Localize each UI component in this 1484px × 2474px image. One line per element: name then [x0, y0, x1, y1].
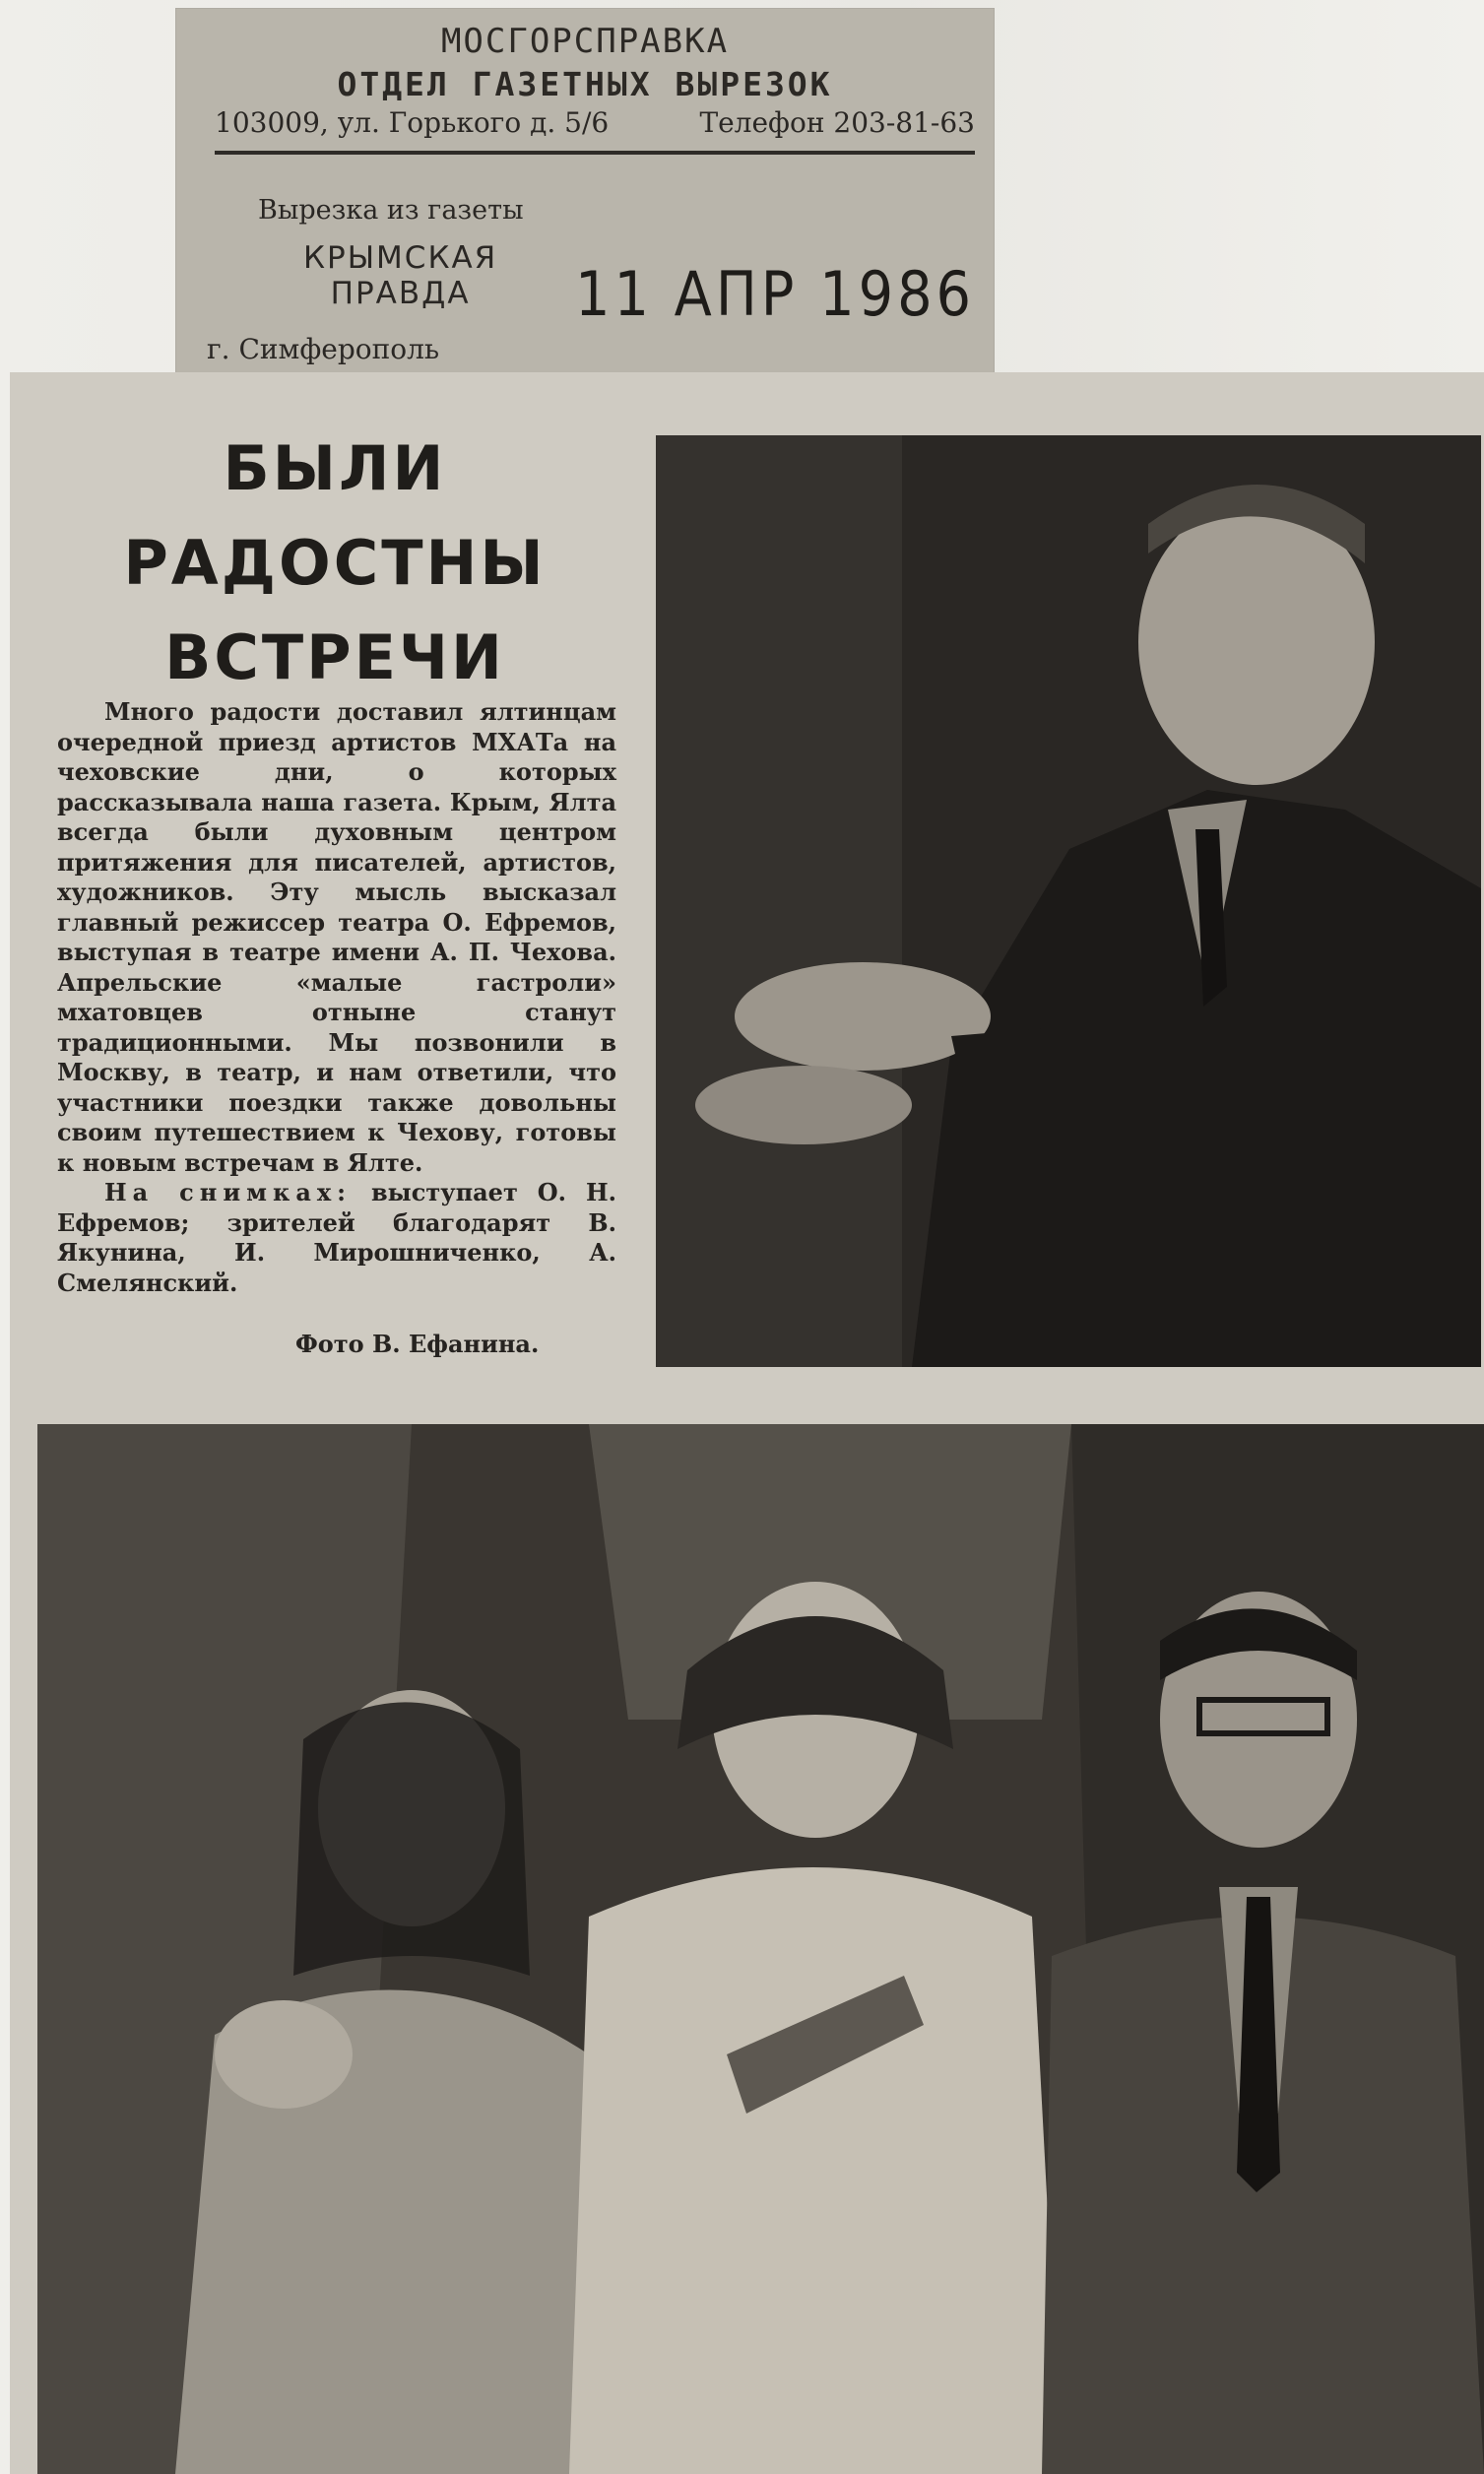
caption-text: выступает О. Н. Ефремов; зрителей благодарят В. Якунина, И. Мирошниченко, А. Смелянский.: [57, 1178, 616, 1297]
caption-label: На снимках:: [104, 1178, 353, 1206]
photo-actors-bowing: [37, 1424, 1484, 2474]
archive-stamp-card: [175, 8, 995, 382]
photo-speaker: [656, 435, 1481, 1367]
stamp-department: ОТДЕЛ ГАЗЕТНЫХ ВЫРЕЗОК: [337, 65, 833, 103]
article-paragraph: Много радости доставил ялтинцам очередной приезд артистов МХАТа на чеховские дни, о которых рассказывала наша газета. Крым, Ялта всегда были духовным центром притяжения для писателей, артистов, художников. Эту мысль высказал главный режиссер театра О. Ефремов, выступая в театре имени А. П. Чехова. Апрельские «малые гастроли» мхатовцев отныне станут традиционными. Мы позвонили в Москву, в театр, и нам ответили, что участники поездки также довольны своим путешествием к Чехову, готовы к новым встречам в Ялте.: [57, 697, 616, 1177]
date-stamp: 11 АПР 1986: [575, 258, 976, 330]
article-headline: [39, 422, 630, 705]
stamp-phone: Телефон 203-81-63: [699, 106, 975, 139]
stamp-organization: МОСГОРСПРАВКА: [440, 22, 730, 61]
photo-actors-illustration: [37, 1424, 1484, 2474]
newspaper-name: [303, 240, 497, 311]
newspaper-name-line2: ПРАВДА: [330, 276, 471, 311]
photo-credit: Фото В. Ефанина.: [295, 1330, 540, 1358]
article-body: [57, 697, 616, 1298]
headline-line1: БЫЛИ: [223, 432, 447, 504]
stamp-divider: [215, 151, 975, 155]
headline-line2: РАДОСТНЫ: [123, 527, 547, 599]
newspaper-city: г. Симферополь: [207, 333, 440, 365]
photo-speaker-illustration: [656, 435, 1481, 1367]
newspaper-name-line1: КРЫМСКАЯ: [303, 240, 498, 276]
article-clipping: [10, 372, 1484, 2474]
clipping-label: Вырезка из газеты: [258, 195, 524, 226]
stamp-address: 103009, ул. Горького д. 5/6: [215, 106, 610, 139]
photo-caption: [57, 1178, 616, 1298]
headline-line3: ВСТРЕЧИ: [164, 621, 505, 693]
